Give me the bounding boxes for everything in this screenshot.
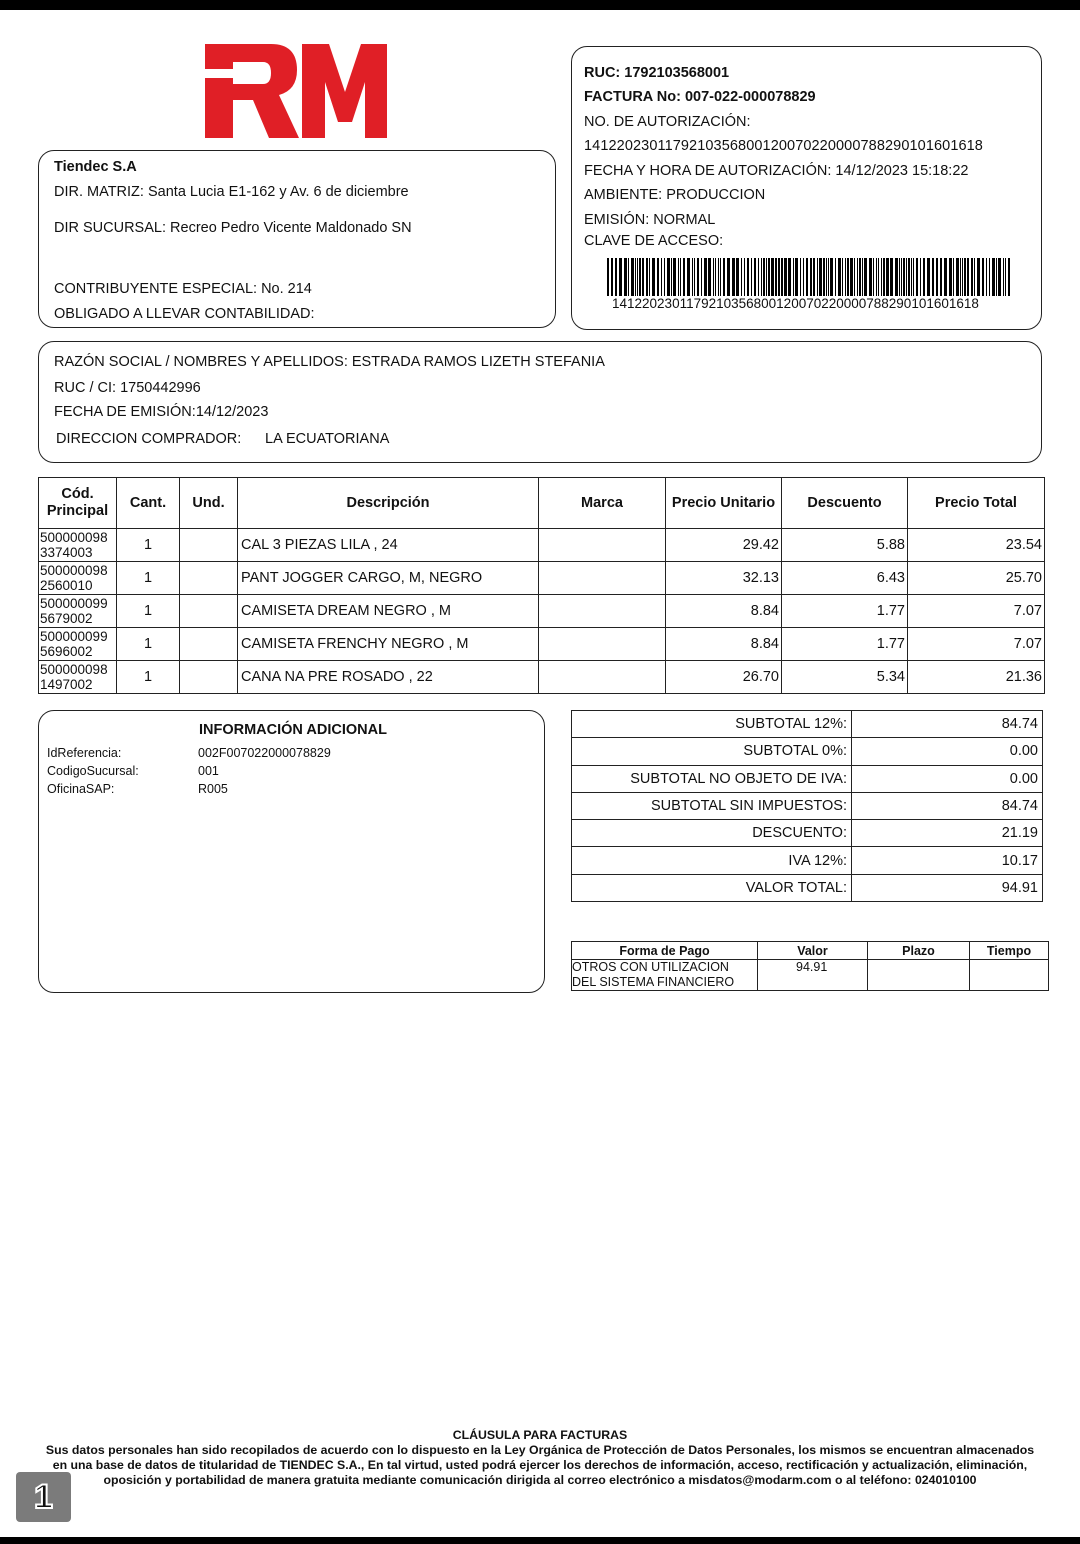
barcode-bar bbox=[727, 258, 730, 296]
header-marca: Marca bbox=[539, 478, 666, 529]
bottom-border bbox=[0, 1537, 1080, 1544]
barcode-bar bbox=[758, 258, 759, 296]
barcode-bar bbox=[857, 258, 858, 296]
barcode-bar bbox=[899, 258, 900, 296]
cell-descuento: 1.77 bbox=[782, 628, 908, 661]
barcode-bar bbox=[967, 258, 969, 296]
barcode-bar bbox=[736, 258, 739, 296]
barcode-bar bbox=[694, 258, 695, 296]
header-valor: Valor bbox=[758, 942, 868, 960]
barcode-image bbox=[607, 258, 1014, 296]
items-table bbox=[38, 477, 1045, 694]
cell-marca bbox=[539, 661, 666, 694]
barcode-bar bbox=[974, 258, 975, 296]
fecha-emision: FECHA DE EMISIÓN:14/12/2023 bbox=[54, 404, 269, 420]
totals-row-subtotal-0 bbox=[572, 738, 1043, 765]
cell-codigo: 500000098 3374003 bbox=[39, 529, 117, 562]
cell-marca bbox=[539, 529, 666, 562]
barcode-bar bbox=[761, 258, 762, 296]
company-name: Tiendec S.A bbox=[54, 159, 137, 175]
cell-valor: 94.91 bbox=[758, 960, 868, 991]
payment-row bbox=[572, 960, 1049, 991]
direccion-comprador: LA ECUATORIANA bbox=[265, 431, 390, 447]
barcode-bar bbox=[1003, 258, 1004, 296]
barcode-bar bbox=[619, 258, 622, 296]
barcode-bar bbox=[720, 258, 721, 296]
cell-descripcion: CAMISETA FRENCHY NEGRO , M bbox=[238, 628, 539, 661]
barcode-bar bbox=[817, 258, 818, 296]
obligado-contabilidad: OBLIGADO A LLEVAR CONTABILIDAD: bbox=[54, 306, 315, 322]
barcode-bar bbox=[911, 258, 912, 296]
barcode-bar bbox=[1005, 258, 1006, 296]
barcode-bar bbox=[806, 258, 808, 296]
header-cantidad: Cant. bbox=[117, 478, 180, 529]
barcode-bar bbox=[886, 258, 889, 296]
autorizacion-number: 1412202301179210356800120070220000788290101601618 bbox=[584, 138, 983, 154]
cell-cantidad: 1 bbox=[117, 628, 180, 661]
cell-precio-unitario: 8.84 bbox=[666, 595, 782, 628]
direccion-comprador-label: DIRECCION COMPRADOR: bbox=[56, 431, 242, 447]
totals-label: SUBTOTAL NO OBJETO DE IVA: bbox=[572, 765, 852, 792]
ambiente: AMBIENTE: PRODUCCION bbox=[584, 187, 766, 203]
barcode-bar bbox=[883, 258, 885, 296]
barcode-bar bbox=[964, 258, 966, 296]
barcode-bar bbox=[971, 258, 973, 296]
table-row bbox=[39, 628, 1045, 661]
barcode-bar bbox=[628, 258, 629, 296]
cell-marca bbox=[539, 595, 666, 628]
barcode-bar bbox=[944, 258, 947, 296]
barcode-bar bbox=[810, 258, 812, 296]
header-plazo: Plazo bbox=[868, 942, 970, 960]
barcode-bar bbox=[800, 258, 801, 296]
barcode-bar bbox=[657, 258, 659, 296]
factura-number: FACTURA No: 007-022-000078829 bbox=[584, 89, 816, 105]
company-info-box bbox=[38, 150, 556, 328]
cell-codigo: 500000098 1497002 bbox=[39, 661, 117, 694]
ruc-line: RUC: 1792103568001 bbox=[584, 65, 730, 81]
barcode-bar bbox=[649, 258, 650, 296]
cell-tiempo bbox=[970, 960, 1049, 991]
totals-label: IVA 12%: bbox=[572, 847, 852, 874]
totals-value: 94.91 bbox=[852, 874, 1043, 901]
autorizacion-label: NO. DE AUTORIZACIÓN: bbox=[584, 114, 751, 130]
clave-acceso-number: 1412202301179210356800120070220000788290101601618 bbox=[612, 296, 979, 311]
barcode-bar bbox=[873, 258, 874, 296]
barcode-bar bbox=[713, 258, 714, 296]
dir-matriz: DIR. MATRIZ: Santa Lucia E1-162 y Av. 6 de diciembre bbox=[54, 184, 409, 200]
barcode-bar bbox=[751, 258, 752, 296]
clave-acceso-label: CLAVE DE ACCESO: bbox=[584, 233, 724, 249]
barcode-bar bbox=[977, 258, 980, 296]
barcode-bar bbox=[607, 258, 609, 296]
barcode-bar bbox=[771, 258, 774, 296]
barcode-bar bbox=[793, 258, 794, 296]
barcode-bar bbox=[845, 258, 846, 296]
barcode-bar bbox=[754, 258, 756, 296]
barcode-bar bbox=[916, 258, 918, 296]
header-codigo: Cód. Principal bbox=[39, 478, 117, 529]
totals-label: DESCUENTO: bbox=[572, 820, 852, 847]
barcode-bar bbox=[864, 258, 867, 296]
barcode-bar bbox=[646, 258, 648, 296]
additional-info-title: INFORMACIÓN ADICIONAL bbox=[199, 722, 387, 738]
barcode-bar bbox=[996, 258, 997, 296]
barcode-bar bbox=[881, 258, 882, 296]
cell-marca bbox=[539, 628, 666, 661]
barcode-bar bbox=[819, 258, 822, 296]
barcode-bar bbox=[913, 258, 914, 296]
barcode-bar bbox=[692, 258, 693, 296]
totals-row-iva bbox=[572, 847, 1043, 874]
items-header-row bbox=[39, 478, 1045, 529]
buyer-ruc: RUC / CI: 1750442996 bbox=[54, 380, 201, 396]
cell-cantidad: 1 bbox=[117, 562, 180, 595]
cell-precio-total: 21.36 bbox=[908, 661, 1045, 694]
barcode-bar bbox=[813, 258, 815, 296]
cell-unidad bbox=[180, 628, 238, 661]
barcode-bar bbox=[667, 258, 670, 296]
cell-codigo: 500000098 2560010 bbox=[39, 562, 117, 595]
barcode-bar bbox=[869, 258, 872, 296]
barcode-bar bbox=[671, 258, 672, 296]
cell-precio-total: 23.54 bbox=[908, 529, 1045, 562]
barcode-bar bbox=[838, 258, 841, 296]
barcode-bar bbox=[920, 258, 921, 296]
totals-value: 84.74 bbox=[852, 711, 1043, 738]
payment-header-row bbox=[572, 942, 1049, 960]
barcode-bar bbox=[835, 258, 836, 296]
barcode-bar bbox=[775, 258, 777, 296]
table-row bbox=[39, 595, 1045, 628]
cell-unidad bbox=[180, 562, 238, 595]
cell-precio-total: 7.07 bbox=[908, 628, 1045, 661]
barcode-bar bbox=[932, 258, 934, 296]
barcode-bar bbox=[683, 258, 685, 296]
barcode-bar bbox=[661, 258, 662, 296]
totals-value: 0.00 bbox=[852, 765, 1043, 792]
barcode-bar bbox=[723, 258, 725, 296]
cell-descuento: 1.77 bbox=[782, 595, 908, 628]
clause-section bbox=[40, 1428, 1040, 1488]
barcode-bar bbox=[850, 258, 853, 296]
barcode-bar bbox=[763, 258, 765, 296]
barcode-bar bbox=[989, 258, 990, 296]
cell-descuento: 6.43 bbox=[782, 562, 908, 595]
barcode-bar bbox=[908, 258, 910, 296]
totals-table bbox=[571, 710, 1043, 902]
totals-row-sin-impuestos bbox=[572, 792, 1043, 819]
barcode-bar bbox=[927, 258, 930, 296]
barcode-bar bbox=[854, 258, 855, 296]
barcode-bar bbox=[826, 258, 827, 296]
totals-row-valor-total bbox=[572, 874, 1043, 901]
emision: EMISIÓN: NORMAL bbox=[584, 212, 716, 228]
barcode-bar bbox=[697, 258, 699, 296]
cell-codigo: 500000099 5679002 bbox=[39, 595, 117, 628]
barcode-bar bbox=[940, 258, 942, 296]
barcode-bar bbox=[768, 258, 770, 296]
barcode-bar bbox=[781, 258, 783, 296]
barcode-bar bbox=[778, 258, 780, 296]
barcode-bar bbox=[788, 258, 791, 296]
clause-title: CLÁUSULA PARA FACTURAS bbox=[452, 1428, 628, 1442]
page-number-badge[interactable]: 1 bbox=[16, 1472, 71, 1522]
totals-value: 21.19 bbox=[852, 820, 1043, 847]
barcode-bar bbox=[823, 258, 825, 296]
barcode-bar bbox=[923, 258, 925, 296]
cell-descripcion: PANT JOGGER CARGO, M, NEGRO bbox=[238, 562, 539, 595]
barcode-bar bbox=[960, 258, 961, 296]
header-precio-total: Precio Total bbox=[908, 478, 1045, 529]
barcode-bar bbox=[687, 258, 690, 296]
barcode-bar bbox=[673, 258, 676, 296]
totals-row-subtotal-12 bbox=[572, 711, 1043, 738]
totals-value: 10.17 bbox=[852, 847, 1043, 874]
contribuyente-especial: CONTRIBUYENTE ESPECIAL: No. 214 bbox=[54, 281, 312, 297]
additional-label-codigosucursal: CodigoSucursal: bbox=[47, 764, 139, 778]
cell-precio-total: 25.70 bbox=[908, 562, 1045, 595]
barcode-bar bbox=[903, 258, 905, 296]
barcode-bar bbox=[642, 258, 644, 296]
cell-descripcion: CAMISETA DREAM NEGRO , M bbox=[238, 595, 539, 628]
cell-precio-unitario: 29.42 bbox=[666, 529, 782, 562]
barcode-bar bbox=[680, 258, 681, 296]
barcode-bar bbox=[906, 258, 907, 296]
cell-cantidad: 1 bbox=[117, 529, 180, 562]
header-tiempo: Tiempo bbox=[970, 942, 1049, 960]
additional-value-codigosucursal: 001 bbox=[198, 764, 219, 778]
barcode-bar bbox=[847, 258, 849, 296]
razon-social: RAZÓN SOCIAL / NOMBRES Y APELLIDOS: ESTRADA RAMOS LIZETH STEFANIA bbox=[54, 354, 605, 370]
barcode-bar bbox=[678, 258, 679, 296]
additional-value-oficinasap: R005 bbox=[198, 782, 228, 796]
cell-forma-pago: OTROS CON UTILIZACION DEL SISTEMA FINANCIERO bbox=[572, 960, 758, 991]
barcode-bar bbox=[962, 258, 963, 296]
additional-label-idreferencia: IdReferencia: bbox=[47, 746, 122, 760]
totals-label: VALOR TOTAL: bbox=[572, 874, 852, 901]
barcode-bar bbox=[936, 258, 938, 296]
barcode-bar bbox=[741, 258, 742, 296]
barcode-bar bbox=[878, 258, 879, 296]
barcode-bar bbox=[876, 258, 877, 296]
cell-descuento: 5.34 bbox=[782, 661, 908, 694]
header-descripcion: Descripción bbox=[238, 478, 539, 529]
barcode-bar bbox=[895, 258, 898, 296]
barcode-bar bbox=[982, 258, 984, 296]
payment-table bbox=[571, 941, 1049, 991]
header-unidad: Und. bbox=[180, 478, 238, 529]
table-row bbox=[39, 661, 1045, 694]
barcode-bar bbox=[732, 258, 735, 296]
barcode-bar bbox=[956, 258, 959, 296]
barcode-bar bbox=[803, 258, 804, 296]
barcode-bar bbox=[631, 258, 634, 296]
barcode-bar bbox=[718, 258, 719, 296]
barcode-bar bbox=[949, 258, 952, 296]
barcode-bar bbox=[639, 258, 641, 296]
header-forma-pago: Forma de Pago bbox=[572, 942, 758, 960]
cell-precio-unitario: 32.13 bbox=[666, 562, 782, 595]
table-row bbox=[39, 529, 1045, 562]
barcode-bar bbox=[708, 258, 711, 296]
rm-logo bbox=[205, 44, 387, 138]
totals-row-descuento bbox=[572, 820, 1043, 847]
cell-descripcion: CANA NA PRE ROSADO , 22 bbox=[238, 661, 539, 694]
totals-value: 0.00 bbox=[852, 738, 1043, 765]
totals-label: SUBTOTAL 12%: bbox=[572, 711, 852, 738]
table-row bbox=[39, 562, 1045, 595]
barcode-bar bbox=[784, 258, 787, 296]
barcode-bar bbox=[986, 258, 987, 296]
barcode-bar bbox=[615, 258, 617, 296]
barcode-bar bbox=[624, 258, 627, 296]
cell-unidad bbox=[180, 529, 238, 562]
barcode-bar bbox=[890, 258, 893, 296]
top-border bbox=[0, 0, 1080, 10]
cell-marca bbox=[539, 562, 666, 595]
totals-label: SUBTOTAL SIN IMPUESTOS: bbox=[572, 792, 852, 819]
barcode-bar bbox=[611, 258, 613, 296]
barcode-bar bbox=[795, 258, 798, 296]
cell-codigo: 500000099 5696002 bbox=[39, 628, 117, 661]
barcode-bar bbox=[828, 258, 829, 296]
additional-label-oficinasap: OficinaSAP: bbox=[47, 782, 115, 796]
cell-descuento: 5.88 bbox=[782, 529, 908, 562]
barcode-bar bbox=[664, 258, 665, 296]
cell-unidad bbox=[180, 661, 238, 694]
cell-unidad bbox=[180, 595, 238, 628]
fecha-autorizacion: FECHA Y HORA DE AUTORIZACIÓN: 14/12/2023 15:18:22 bbox=[584, 163, 969, 179]
cell-cantidad: 1 bbox=[117, 595, 180, 628]
cell-plazo bbox=[868, 960, 970, 991]
cell-descripcion: CAL 3 PIEZAS LILA , 24 bbox=[238, 529, 539, 562]
additional-value-idreferencia: 002F007022000078829 bbox=[198, 746, 331, 760]
barcode-bar bbox=[704, 258, 707, 296]
barcode-bar bbox=[953, 258, 954, 296]
header-precio-unitario: Precio Unitario bbox=[666, 478, 782, 529]
barcode-bar bbox=[747, 258, 749, 296]
barcode-bar bbox=[859, 258, 861, 296]
cell-cantidad: 1 bbox=[117, 661, 180, 694]
cell-precio-unitario: 8.84 bbox=[666, 628, 782, 661]
totals-row-no-objeto-iva bbox=[572, 765, 1043, 792]
cell-precio-total: 7.07 bbox=[908, 595, 1045, 628]
cell-precio-unitario: 26.70 bbox=[666, 661, 782, 694]
barcode-bar bbox=[901, 258, 902, 296]
barcode-bar bbox=[715, 258, 716, 296]
barcode-bar bbox=[652, 258, 655, 296]
header-descuento: Descuento bbox=[782, 478, 908, 529]
barcode-bar bbox=[1008, 258, 1010, 296]
dir-sucursal: DIR SUCURSAL: Recreo Pedro Vicente Maldonado SN bbox=[54, 220, 412, 236]
barcode-bar bbox=[766, 258, 767, 296]
barcode-bar bbox=[862, 258, 863, 296]
totals-value: 84.74 bbox=[852, 792, 1043, 819]
barcode-bar bbox=[992, 258, 995, 296]
barcode-bar bbox=[842, 258, 843, 296]
barcode-bar bbox=[637, 258, 638, 296]
totals-label: SUBTOTAL 0%: bbox=[572, 738, 852, 765]
barcode-bar bbox=[830, 258, 833, 296]
barcode-bar bbox=[998, 258, 1001, 296]
barcode-bar bbox=[744, 258, 745, 296]
barcode-bar bbox=[635, 258, 636, 296]
barcode-bar bbox=[701, 258, 702, 296]
clause-text: Sus datos personales han sido recopilados de acuerdo con lo dispuesto en la Ley Orgánica de Protección de Datos Personales, los mismos se encuentran almacenados en una base de datos de titularidad de TIENDEC S.A., En tal virtud, usted podrá ejercer los derechos de información, acceso, rectificación y actualización, eliminación, oposición y portabilidad de manera gratuita mediante comunicación dirigida al correo electrónico a misdatos@modarm.com o al teléfono: 024010100 bbox=[45, 1443, 1035, 1487]
